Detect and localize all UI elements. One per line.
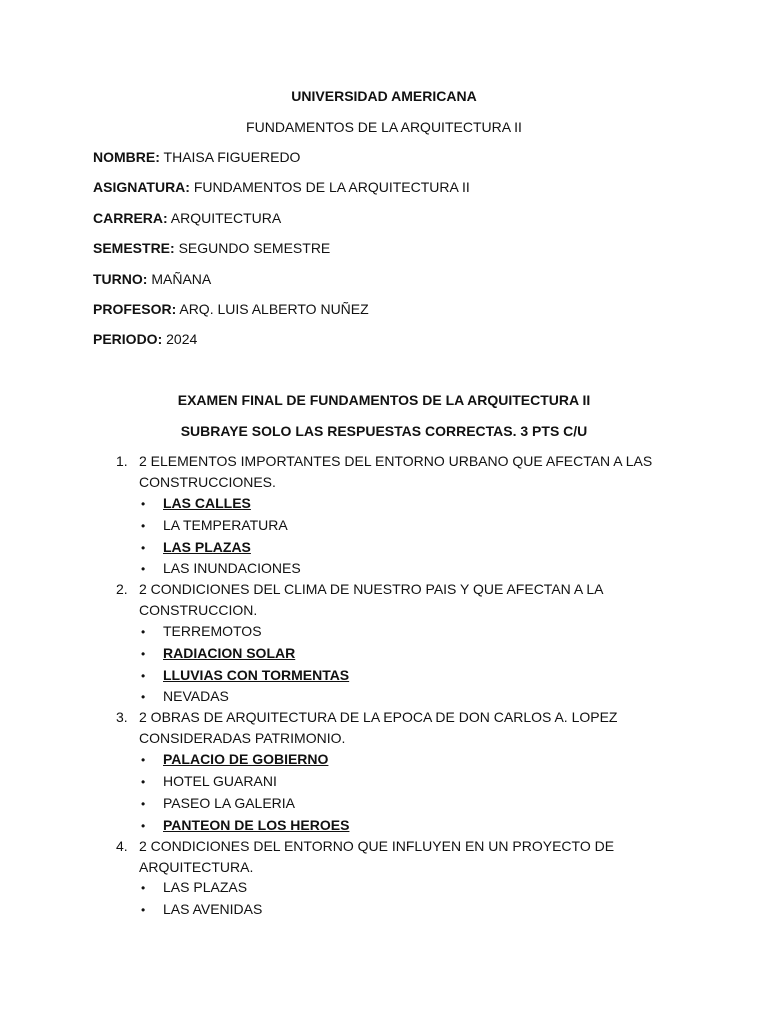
bullet-icon: • [141,753,146,767]
university-title: UNIVERSIDAD AMERICANA [291,88,477,104]
bullet-icon: • [141,647,146,661]
field-value: 2024 [166,331,198,347]
bullet-icon: • [141,625,146,639]
answer-option[interactable]: RADIACION SOLAR [163,645,296,661]
question-text: 2 CONDICIONES DEL CLIMA DE NUESTRO PAIS Y QUE AFECTAN A LA CONSTRUCCION. [139,581,603,618]
answer-option[interactable]: PALACIO DE GOBIERNO [163,751,329,767]
field-label: TURNO: [93,271,148,287]
answer-option[interactable]: LAS INUNDACIONES [163,560,301,576]
bullet-icon: • [141,541,146,555]
field-label: PERIODO: [93,331,163,347]
field-value: THAISA FIGUEREDO [163,149,301,165]
answer-option[interactable]: LAS PLAZAS [163,879,248,895]
question-number: 3. [116,709,128,725]
field-periodo [93,331,197,347]
field-label: CARRERA: [93,210,168,226]
field-value: MAÑANA [151,271,212,287]
field-value: FUNDAMENTOS DE LA ARQUITECTURA II [193,179,470,195]
question-number: 2. [116,581,128,597]
field-turno [93,271,211,287]
answer-option[interactable]: LAS CALLES [163,495,251,511]
exam-instructions: SUBRAYE SOLO LAS RESPUESTAS CORRECTAS. 3 PTS C/U [180,423,588,439]
answer-option[interactable]: NEVADAS [163,688,229,704]
bullet-icon: • [141,497,146,511]
bullet-icon: • [141,690,146,704]
bullet-icon: • [141,797,146,811]
answer-option[interactable]: PASEO LA GALERIA [163,795,296,811]
bullet-icon: • [141,669,146,683]
bullet-icon: • [141,881,146,895]
question-text: 2 ELEMENTOS IMPORTANTES DEL ENTORNO URBANO QUE AFECTAN A LAS CONSTRUCCIONES. [139,453,653,490]
answer-option[interactable]: PANTEON DE LOS HEROES [163,817,350,833]
bullet-icon: • [141,775,146,789]
answer-option[interactable]: TERREMOTOS [163,623,262,639]
field-profesor [93,301,369,317]
field-label: PROFESOR: [93,301,177,317]
course-title: FUNDAMENTOS DE LA ARQUITECTURA II [246,119,522,135]
field-label: NOMBRE: [93,149,160,165]
answer-option[interactable]: HOTEL GUARANI [163,773,277,789]
field-carrera [93,210,281,226]
field-value: ARQ. LUIS ALBERTO NUÑEZ [179,301,369,317]
answer-option[interactable]: LAS PLAZAS [163,539,251,555]
question-number: 1. [116,453,128,469]
field-value: ARQUITECTURA [170,210,282,226]
bullet-icon: • [141,562,146,576]
question-number: 4. [116,838,128,854]
question-text: 2 CONDICIONES DEL ENTORNO QUE INFLUYEN EN UN PROYECTO DE ARQUITECTURA. [139,838,615,875]
bullet-icon: • [141,819,146,833]
field-semestre [93,240,330,256]
field-asignatura [93,179,470,195]
answer-option[interactable]: LLUVIAS CON TORMENTAS [163,667,350,683]
bullet-icon: • [141,519,146,533]
question-text: 2 OBRAS DE ARQUITECTURA DE LA EPOCA DE DON CARLOS A. LOPEZ CONSIDERADAS PATRIMONIO. [139,709,618,746]
bullet-icon: • [141,903,146,917]
answer-option[interactable]: LA TEMPERATURA [163,517,288,533]
exam-title: EXAMEN FINAL DE FUNDAMENTOS DE LA ARQUITECTURA II [177,392,591,408]
field-value: SEGUNDO SEMESTRE [178,240,331,256]
field-nombre [93,149,300,165]
answer-option[interactable]: LAS AVENIDAS [163,901,263,917]
field-label: ASIGNATURA: [93,179,190,195]
field-label: SEMESTRE: [93,240,175,256]
